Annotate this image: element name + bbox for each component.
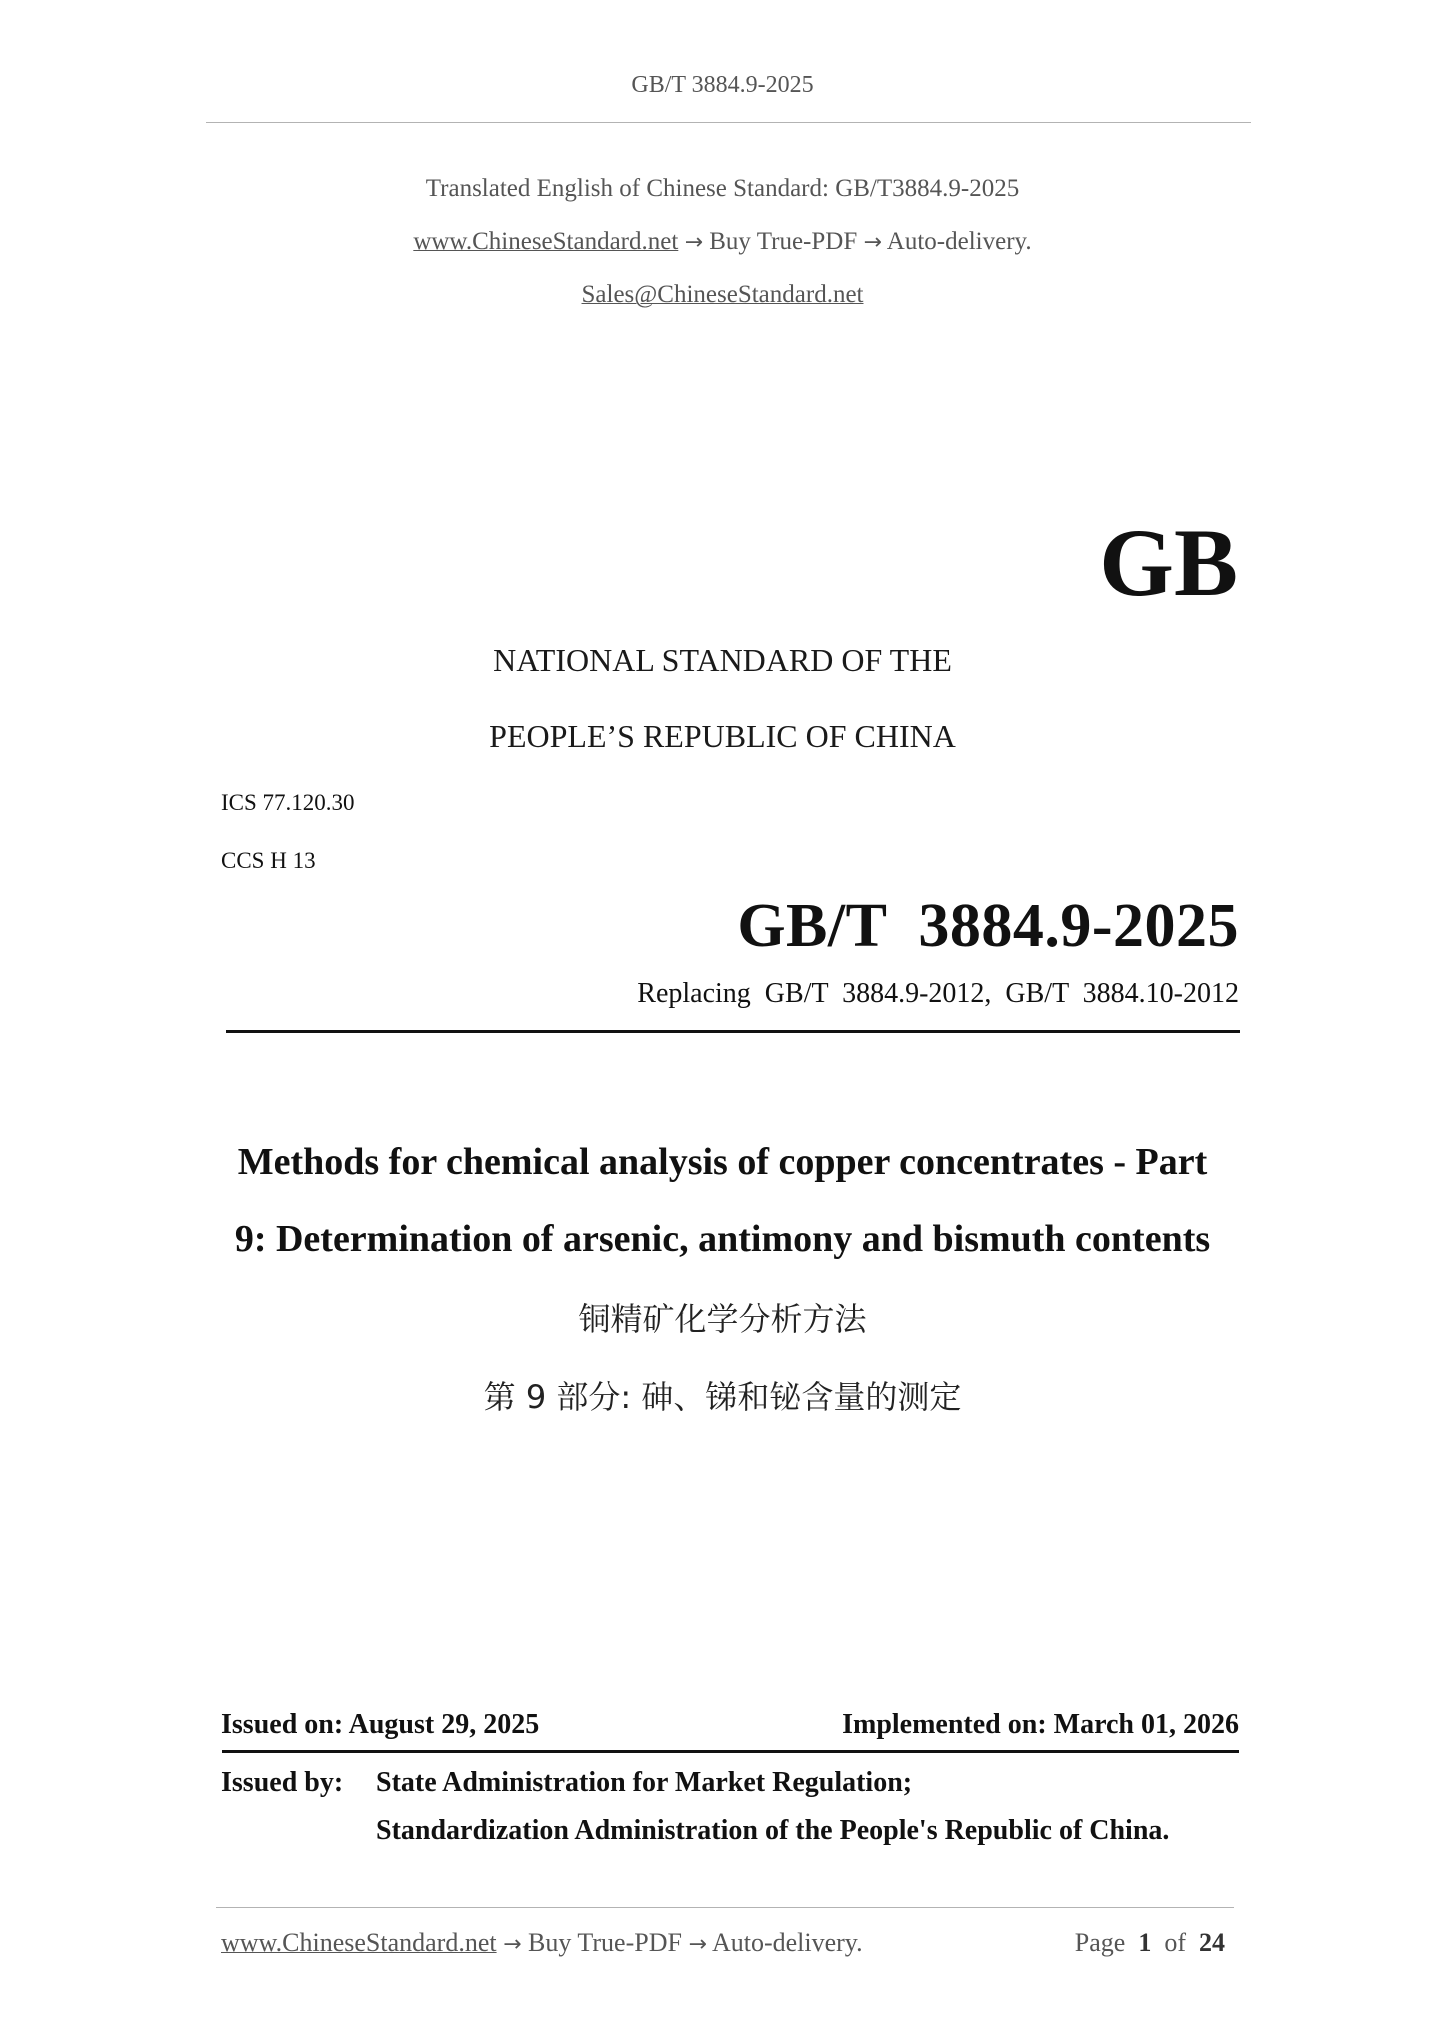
- of-word: of: [1164, 1928, 1186, 1957]
- code-divider: [226, 1030, 1240, 1033]
- page-word: Page: [1074, 1928, 1126, 1957]
- ics-code: ICS 77.120.30: [221, 790, 355, 815]
- footer-delivery-text: Auto-delivery.: [711, 1928, 863, 1957]
- arrow-right-icon: →: [503, 1932, 522, 1957]
- page-number: [1075, 1928, 1225, 1958]
- ccs-code: CCS H 13: [221, 848, 316, 873]
- running-header: GB/T 3884.9-2025: [631, 72, 814, 98]
- issued-on-date: Issued on: August 29, 2025: [221, 1709, 540, 1740]
- sales-email-link[interactable]: Sales@ChineseStandard.net: [581, 281, 864, 308]
- email-line: [0, 281, 1445, 309]
- arrow-right-icon: →: [688, 1932, 707, 1957]
- promo-line: [0, 228, 1445, 256]
- arrow-right-icon: →: [684, 230, 703, 255]
- national-standard-line-1: NATIONAL STANDARD OF THE: [493, 642, 952, 678]
- standard-code: GB/T 3884.9-2025: [737, 892, 1239, 960]
- page-total: 24: [1199, 1928, 1225, 1957]
- title-english-line-2: 9: Determination of arsenic, antimony and bismuth contents: [234, 1218, 1211, 1260]
- delivery-text: Auto-delivery.: [886, 228, 1032, 255]
- replacing-note: Replacing GB/T 3884.9-2012, GB/T 3884.10-2012: [637, 978, 1239, 1009]
- site-link[interactable]: www.ChineseStandard.net: [413, 228, 679, 255]
- issuer-2: Standardization Administration of the People's Republic of China.: [376, 1815, 1170, 1846]
- issued-by-label: Issued by:: [221, 1767, 344, 1798]
- implemented-on-date: Implemented on: March 01, 2026: [842, 1709, 1239, 1740]
- title-chinese-line-1: 铜精矿化学分析方法: [578, 1300, 867, 1338]
- translation-notice: Translated English of Chinese Standard: GB/T3884.9-2025: [425, 175, 1020, 202]
- issue-divider: [222, 1750, 1239, 1753]
- title-english-line-1: Methods for chemical analysis of copper concentrates - Part: [237, 1141, 1208, 1183]
- header-divider: [206, 122, 1251, 123]
- issuer-1: State Administration for Market Regulation;: [376, 1767, 913, 1798]
- arrow-right-icon: →: [863, 230, 882, 255]
- footer-divider: [216, 1907, 1234, 1908]
- footer-buy-text: Buy True-PDF: [528, 1928, 682, 1957]
- buy-text: Buy True-PDF: [709, 228, 858, 255]
- page-current: 1: [1138, 1928, 1152, 1957]
- title-chinese-line-2: 第 9 部分: 砷、锑和铋含量的测定: [483, 1378, 962, 1416]
- national-standard-line-2: PEOPLE’S REPUBLIC OF CHINA: [489, 718, 956, 754]
- footer-promo: [221, 1928, 863, 1958]
- footer-site-link[interactable]: www.ChineseStandard.net: [221, 1928, 497, 1957]
- gb-mark: GB: [1099, 509, 1238, 616]
